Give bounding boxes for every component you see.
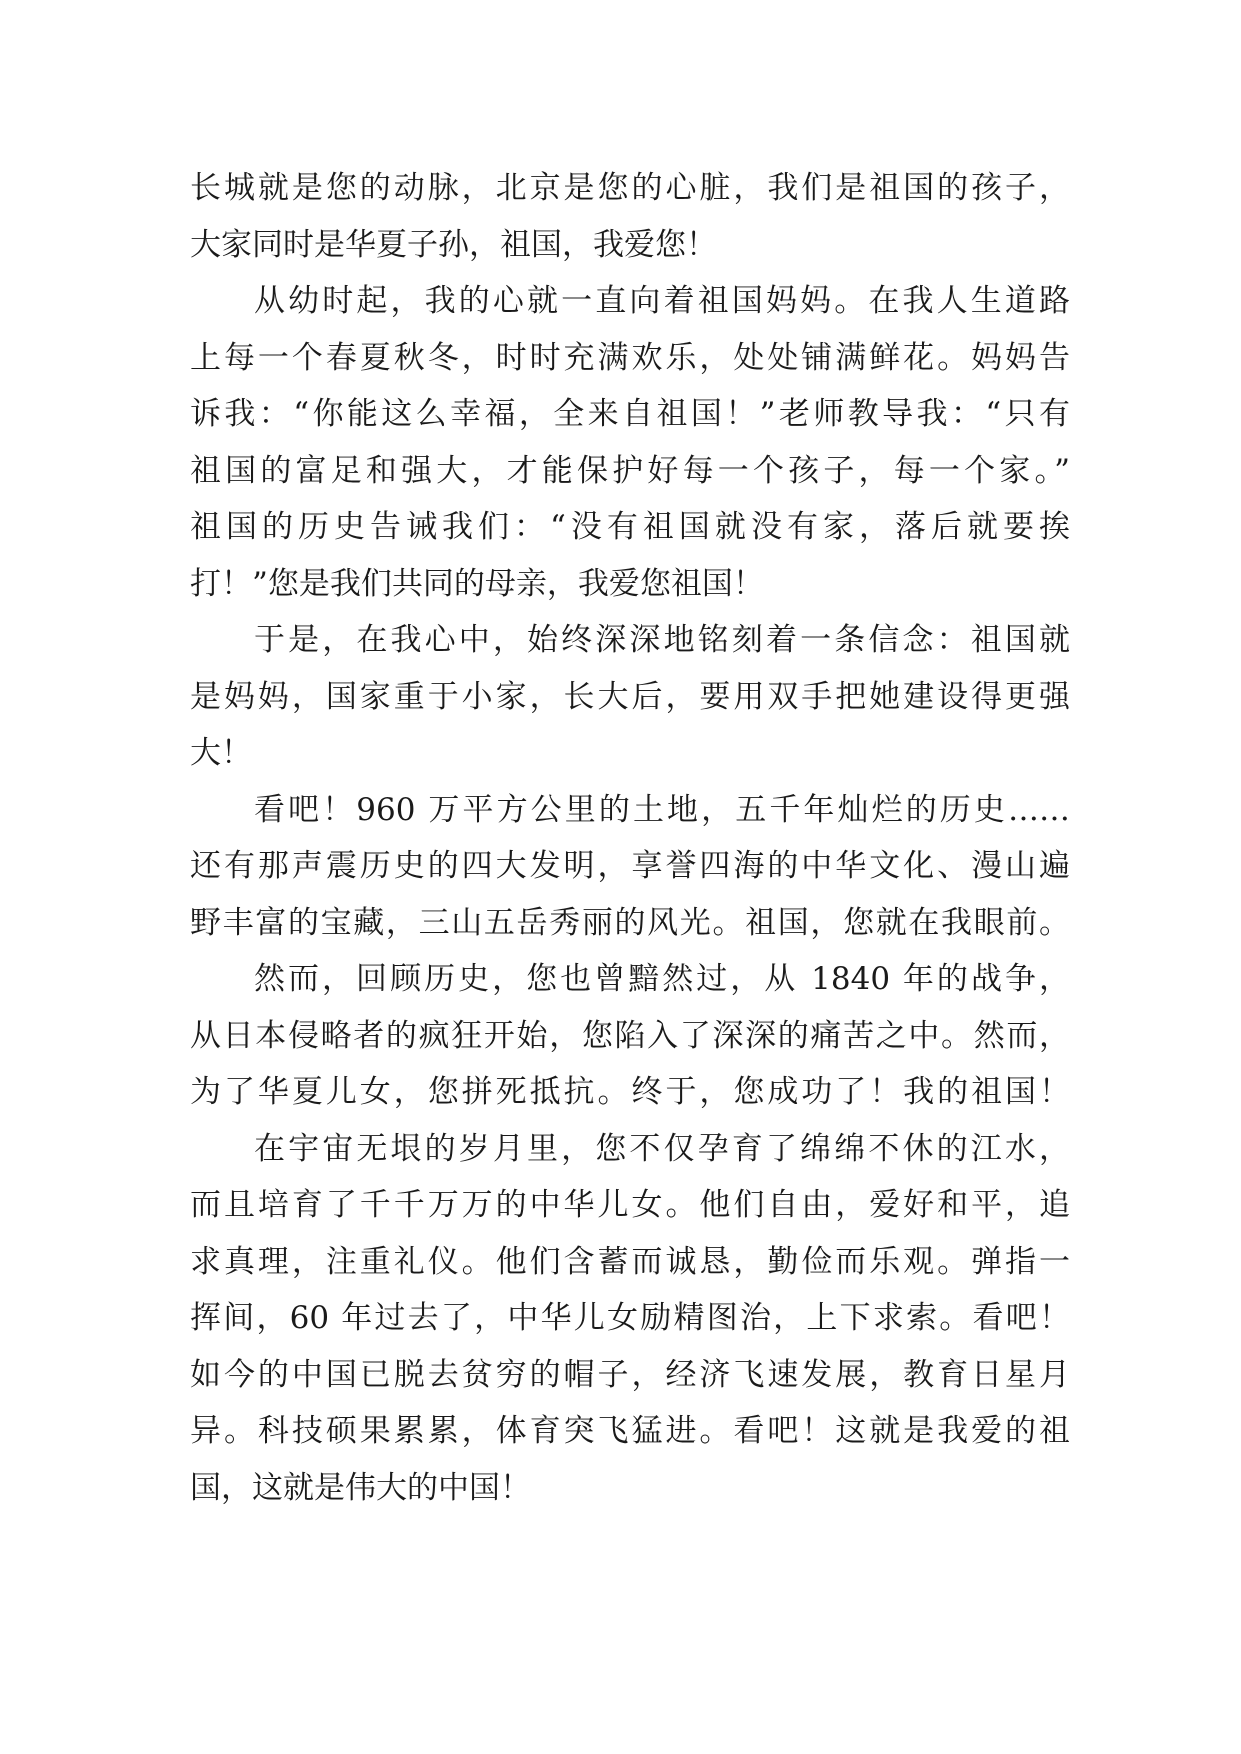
text-line: 在宇宙无垠的岁月里，您不仅孕育了绵绵不休的江水，: [254, 1130, 1070, 1167]
text-line: 从日本侵略者的疯狂开始，您陷入了深深的痛苦之中。然而，: [190, 1017, 1070, 1054]
text-line: 长城就是您的动脉，北京是您的心脏，我们是祖国的孩子，: [190, 170, 1070, 206]
text-line: 大家同时是华夏子孙，祖国，我爱您！: [190, 226, 717, 263]
text-line: 打！”您是我们共同的母亲，我爱您祖国！: [190, 565, 764, 602]
text-line: 然而，回顾历史，您也曾黯然过，从 1840 年的战争，: [254, 961, 1070, 997]
text-line: 野丰富的宝藏，三山五岳秀丽的风光。祖国，您就在我眼前。: [190, 904, 1070, 941]
text-line: 如今的中国已脱去贫穷的帽子，经济飞速发展，教育日星月: [190, 1356, 1070, 1393]
text-line: 求真理，注重礼仪。他们含蓄而诚恳，勤俭而乐观。弹指一: [190, 1243, 1070, 1280]
text-line: 为了华夏儿女，您拼死抵抗。终于，您成功了！我的祖国！: [190, 1074, 1070, 1110]
text-line: 异。科技硕果累累，体育突飞猛进。看吧！这就是我爱的祖: [190, 1413, 1070, 1449]
text-line: 祖国的历史告诫我们：“没有祖国就没有家，落后就要挨: [190, 509, 1070, 545]
text-line: 是妈妈，国家重于小家，长大后，要用双手把她建设得更强: [190, 678, 1070, 715]
text-line: 于是，在我心中，始终深深地铭刻着一条信念：祖国就: [254, 622, 1070, 658]
text-line: 而且培育了千千万万的中华儿女。他们自由，爱好和平，追: [190, 1187, 1070, 1223]
document-body: [190, 160, 1070, 1516]
text-line: 上每一个春夏秋冬，时时充满欢乐，处处铺满鲜花。妈妈告: [190, 339, 1070, 376]
text-line: 看吧！960 万平方公里的土地，五千年灿烂的历史……: [254, 791, 1070, 828]
text-line: 从幼时起，我的心就一直向着祖国妈妈。在我人生道路: [254, 283, 1070, 319]
text-line: 大！: [190, 735, 252, 771]
text-line: 挥间，60 年过去了，中华儿女励精图治，上下求索。看吧！: [190, 1300, 1070, 1336]
text-line: 还有那声震历史的四大发明，享誉四海的中华文化、漫山遍: [190, 848, 1070, 884]
text-line: 诉我：“你能这么幸福，全来自祖国！”老师教导我：“只有: [190, 396, 1070, 432]
text-line: 国，这就是伟大的中国！: [190, 1469, 531, 1506]
text-line: 祖国的富足和强大，才能保护好每一个孩子，每一个家。”: [190, 452, 1070, 489]
